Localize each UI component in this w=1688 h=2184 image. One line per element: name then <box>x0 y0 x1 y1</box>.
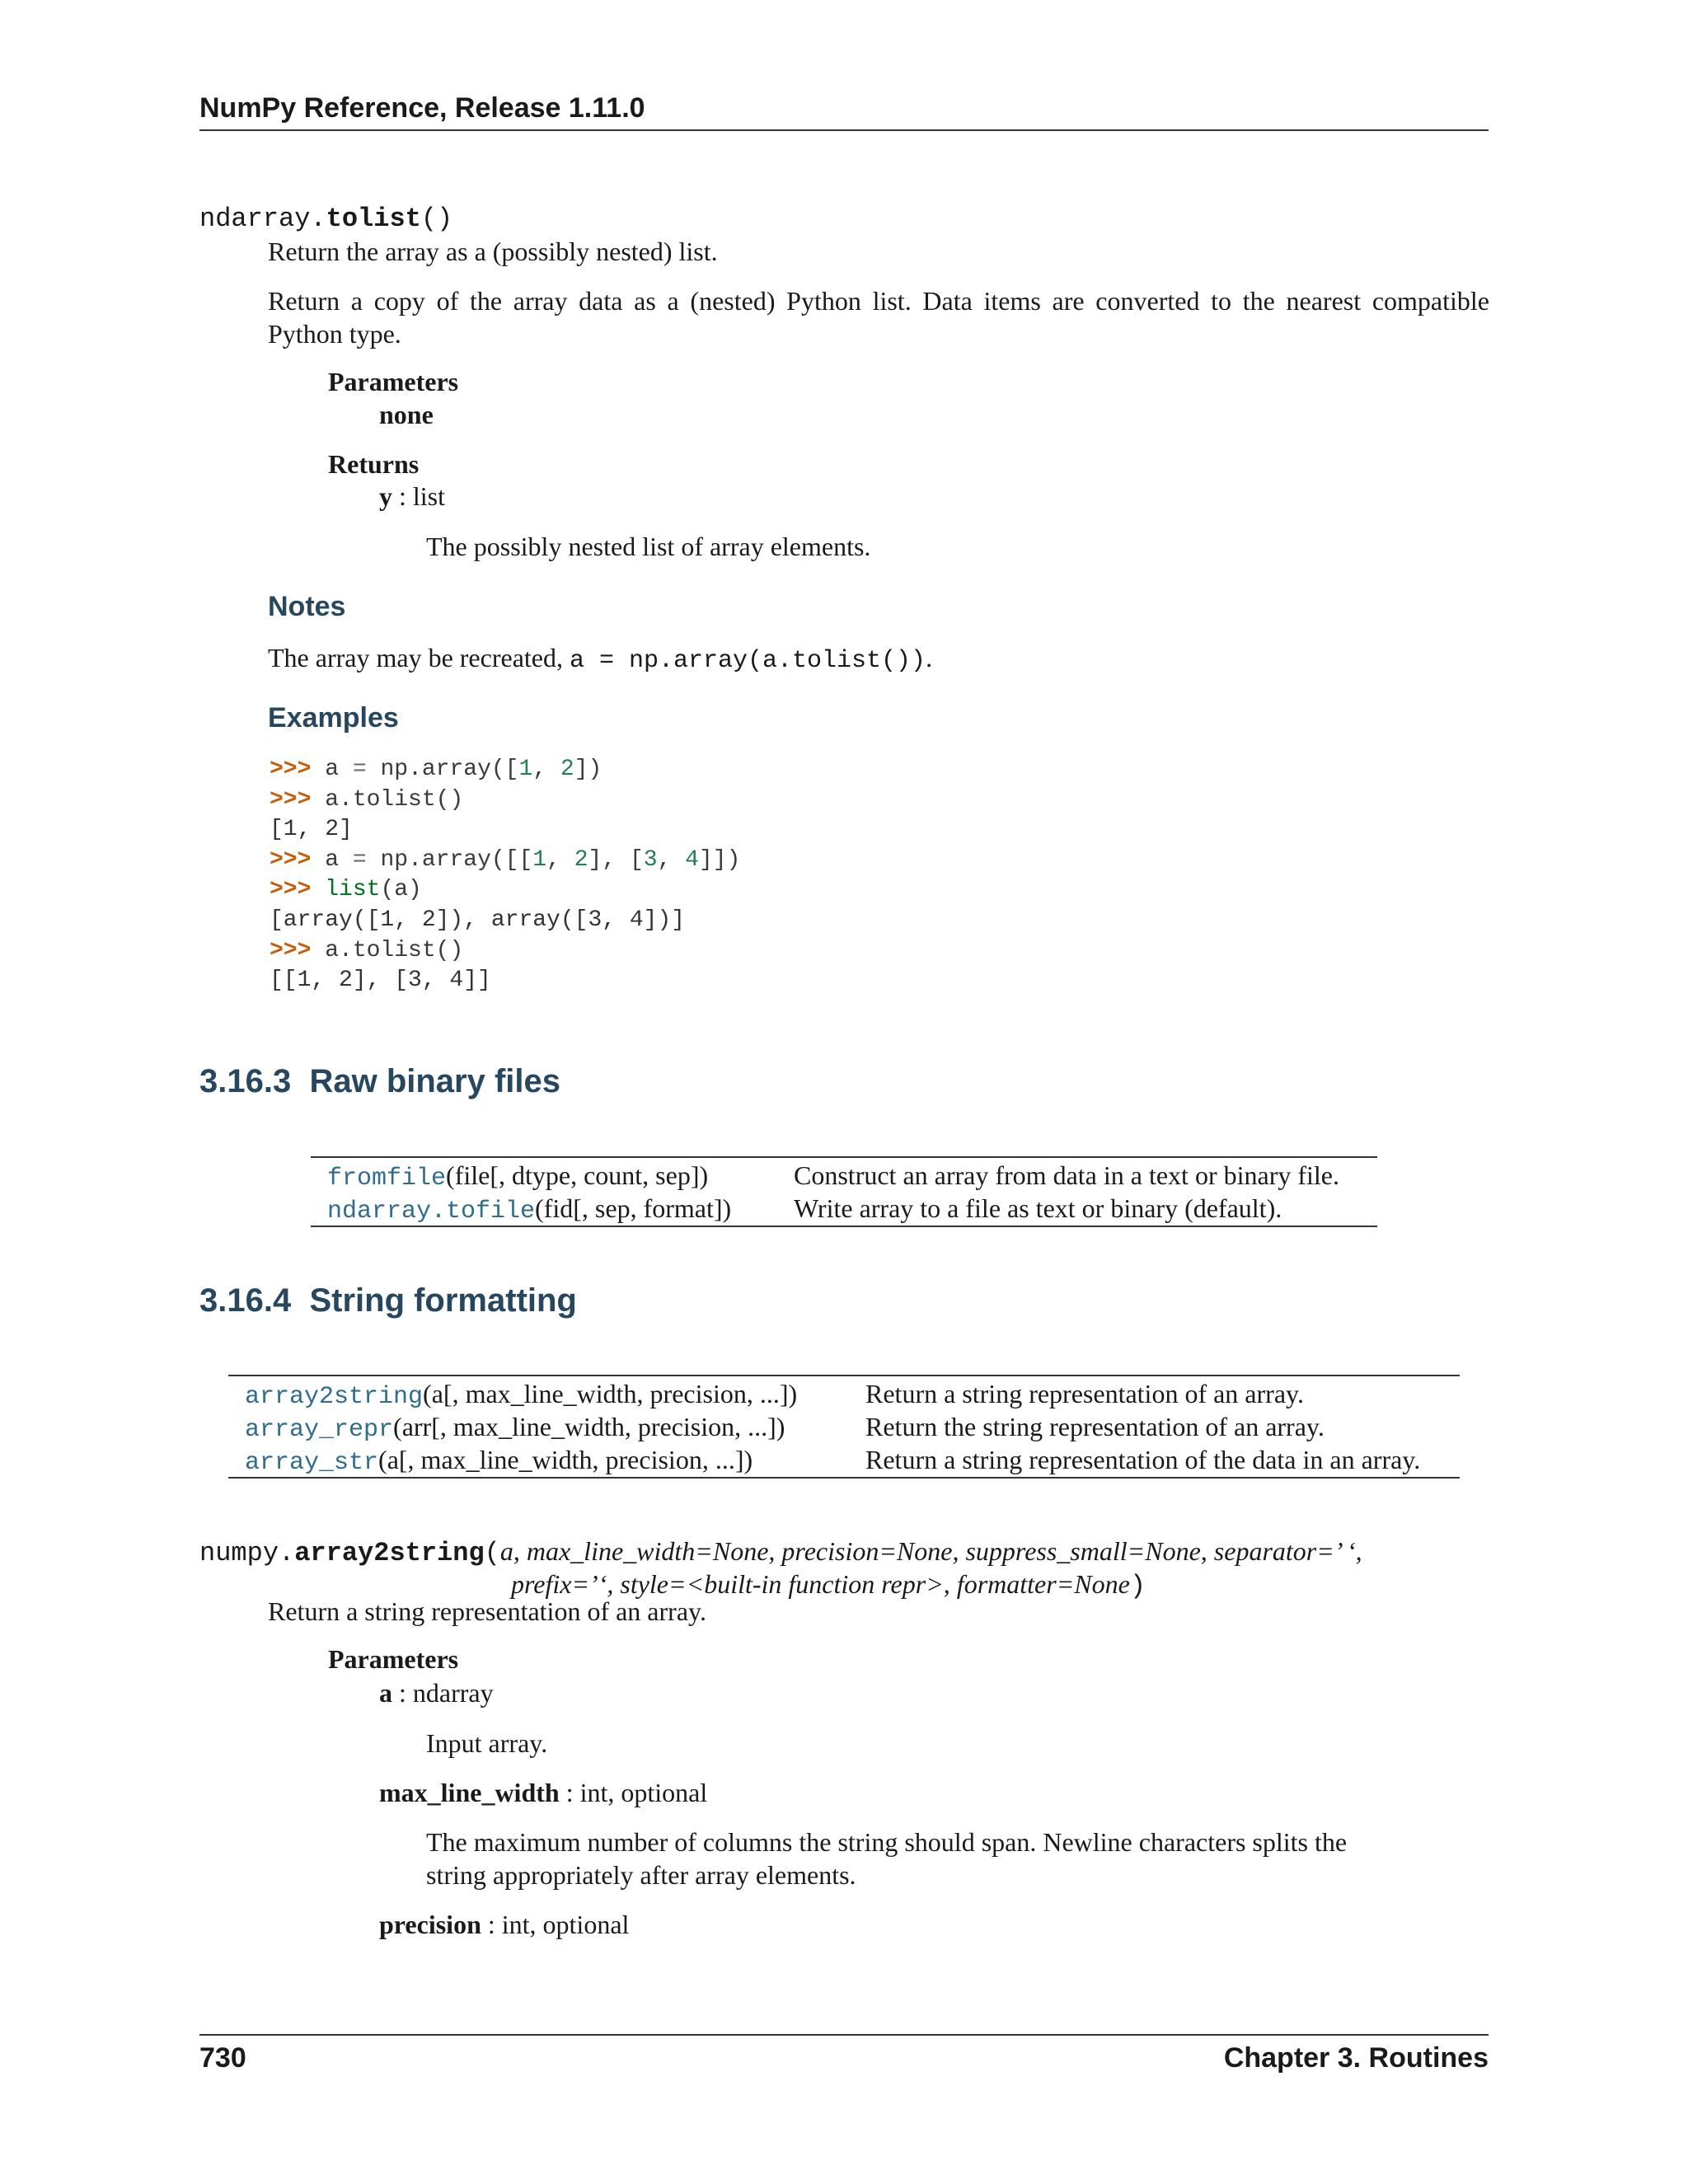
array2string-name: array2string <box>294 1538 485 1568</box>
param-description-line1: The maximum number of columns the string should span. Newline characters splits the <box>426 1827 1348 1857</box>
signature-params-line2: prefix=’‘, style=<built-in function repr>, formatter=None <box>511 1569 1130 1599</box>
param-description: Input array. <box>426 1728 548 1758</box>
table-bottom-rule <box>311 1226 1377 1227</box>
tolist-summary: Return the array as a (possibly nested) list. <box>268 237 718 266</box>
array-repr-link[interactable]: array_repr <box>245 1416 394 1444</box>
param-max-line-width <box>379 1776 707 1809</box>
section-string-formatting-heading <box>199 1282 577 1319</box>
array2string-link[interactable]: array2string <box>245 1383 424 1411</box>
tolist-param-none: none <box>379 400 434 429</box>
running-header: NumPy Reference, Release 1.11.0 <box>199 92 645 124</box>
table-top-rule <box>311 1156 1377 1158</box>
tolist-name: tolist <box>326 204 421 234</box>
section-title: Raw binary files <box>309 1063 561 1099</box>
notes-period: . <box>926 643 933 673</box>
array-repr-args: (arr[, max_line_width, precision, ...]) <box>393 1412 785 1441</box>
table-row <box>245 1377 797 1413</box>
param-type: : int, optional <box>481 1910 630 1939</box>
table-cell-description: Return the string representation of an array. <box>865 1412 1325 1441</box>
code-output-line: [array([1, 2]), array([3, 4])] <box>270 907 686 933</box>
table-row <box>327 1159 708 1195</box>
code-output-line: [[1, 2], [3, 4]] <box>270 968 491 994</box>
tolist-return-name: y <box>379 481 392 511</box>
param-name: precision <box>379 1910 481 1939</box>
code-line: >>> a.tolist() <box>270 937 464 963</box>
tolist-parens: () <box>420 204 453 234</box>
param-name: max_line_width <box>379 1778 560 1807</box>
array2string-args: (a[, max_line_width, precision, ...]) <box>423 1379 798 1408</box>
page-number: 730 <box>199 2042 246 2074</box>
array-str-link[interactable]: array_str <box>245 1449 379 1477</box>
code-line: >>> list(a) <box>270 877 422 903</box>
table-top-rule <box>228 1375 1460 1376</box>
tolist-parameters-label: Parameters <box>328 367 459 396</box>
param-type: : ndarray <box>392 1678 494 1708</box>
examples-heading: Examples <box>268 702 399 733</box>
fromfile-link[interactable]: fromfile <box>327 1165 447 1193</box>
signature-params-line1: a, max_line_width=None, precision=None, suppress_small=None, separator=’ ‘, <box>499 1536 1362 1566</box>
table-cell-description: Return a string representation of the data in an array. <box>865 1445 1421 1474</box>
ndarray-tofile-args: (fid[, sep, format]) <box>535 1193 732 1223</box>
signature-open-paren: ( <box>484 1538 500 1568</box>
code-output-line: [1, 2] <box>270 817 353 843</box>
code-line: >>> a.tolist() <box>270 786 464 813</box>
section-number: 3.16.4 <box>199 1282 292 1319</box>
array2string-signature <box>199 1536 1362 1568</box>
array2string-prefix: numpy. <box>199 1538 295 1568</box>
section-raw-binary-heading <box>199 1063 560 1100</box>
table-row <box>327 1192 731 1228</box>
notes-heading: Notes <box>268 591 346 622</box>
array2string-parameters-label: Parameters <box>328 1644 459 1674</box>
signature-close-paren: ) <box>1129 1571 1146 1601</box>
table-cell-description: Write array to a file as text or binary (default). <box>794 1193 1282 1223</box>
chapter-title: Chapter 3. Routines <box>1223 2042 1489 2074</box>
param-name: a <box>379 1678 392 1708</box>
header-rule <box>199 129 1489 131</box>
table-cell-description: Return a string representation of an array. <box>865 1379 1304 1408</box>
footer-rule <box>199 2034 1489 2036</box>
notes-code: a = np.array(a.tolist()) <box>569 647 926 675</box>
table-row <box>245 1443 753 1479</box>
tolist-return-description: The possibly nested list of array elements. <box>426 532 871 561</box>
tolist-signature <box>199 202 452 234</box>
section-number: 3.16.3 <box>199 1063 292 1099</box>
table-bottom-rule <box>228 1477 1460 1479</box>
array-str-args: (a[, max_line_width, precision, ...]) <box>378 1445 753 1474</box>
param-a <box>379 1676 494 1709</box>
code-line: >>> a = np.array([1, 2]) <box>270 757 603 782</box>
param-precision <box>379 1908 629 1941</box>
code-line: >>> a = np.array([[1, 2], [3, 4]]) <box>270 846 741 873</box>
tolist-prefix: ndarray. <box>199 204 326 234</box>
ndarray-tofile-link[interactable]: ndarray.tofile <box>327 1197 536 1226</box>
fromfile-args: (file[, dtype, count, sep]) <box>446 1160 709 1190</box>
tolist-description-line2: Python type. <box>268 319 401 349</box>
table-row <box>245 1410 785 1446</box>
notes-paragraph <box>268 641 932 677</box>
tolist-description-line1: Return a copy of the array data as a (nested) Python list. Data items are converted to the nearest compatible <box>268 286 1489 316</box>
section-title: String formatting <box>309 1282 577 1319</box>
tolist-return-field <box>379 480 445 513</box>
table-cell-description: Construct an array from data in a text or binary file. <box>794 1160 1339 1190</box>
array2string-summary: Return a string representation of an array. <box>268 1596 706 1626</box>
tolist-returns-label: Returns <box>328 449 420 479</box>
tolist-return-type: : list <box>392 481 446 511</box>
examples-code-block <box>270 755 740 996</box>
notes-text: The array may be recreated, <box>268 643 570 673</box>
param-type: : int, optional <box>559 1778 708 1807</box>
param-description-line2: string appropriately after array elements. <box>426 1860 856 1890</box>
